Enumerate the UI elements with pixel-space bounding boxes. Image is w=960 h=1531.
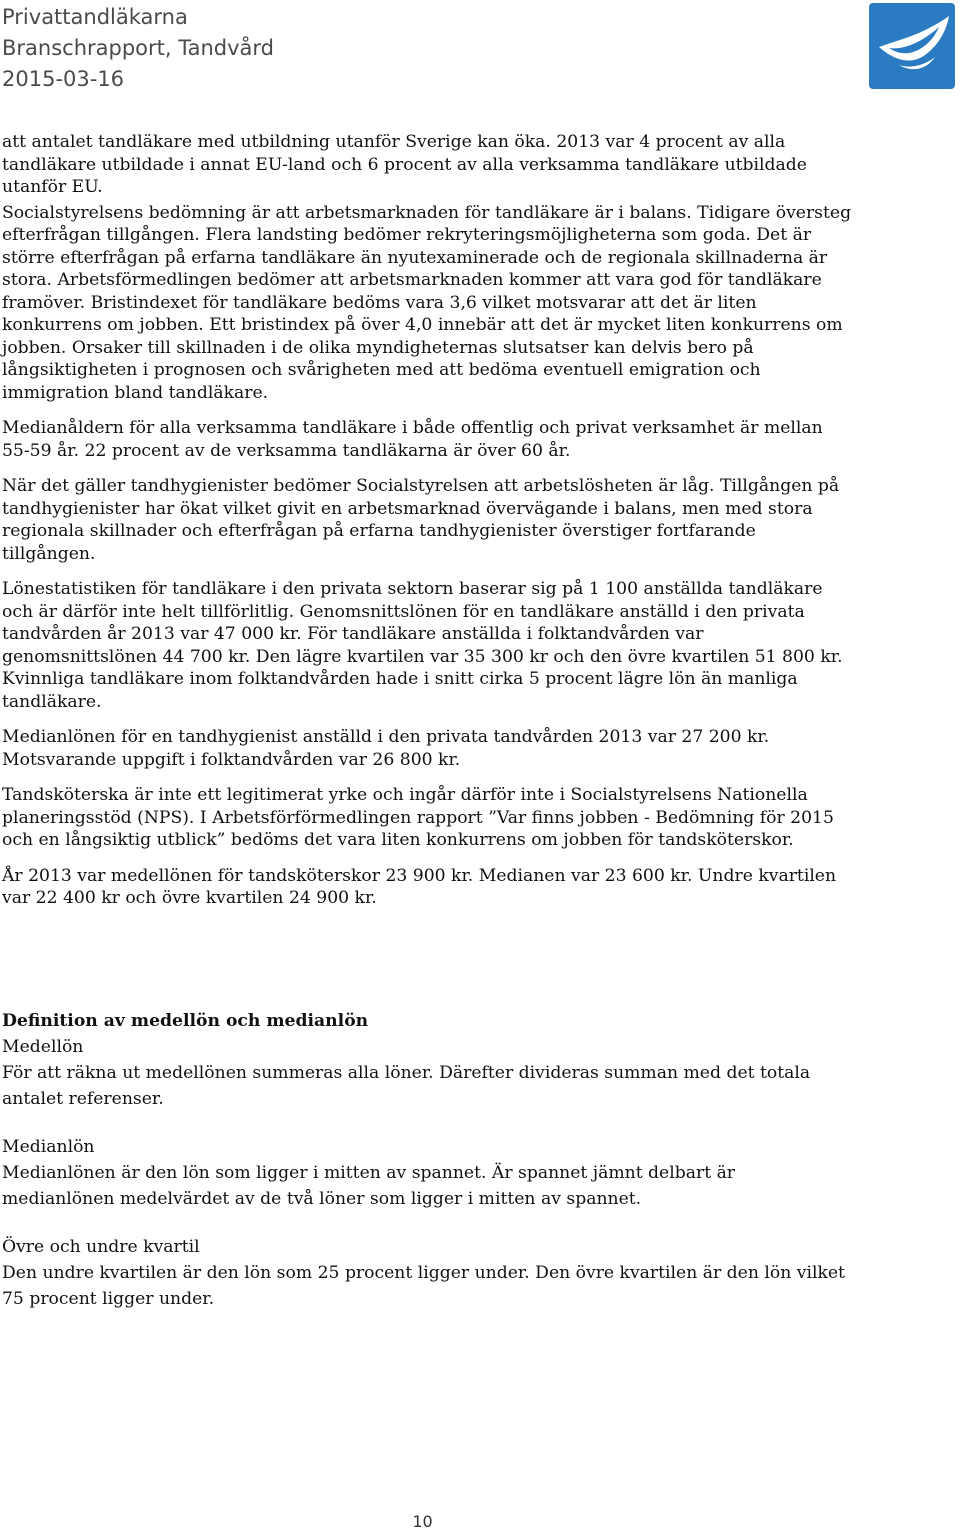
definition-mean-block (2, 1008, 852, 1112)
paragraph-dental-nurses: Tandsköterska är inte ett legitimerat yrke och ingår därför inte i Socialstyrelsens Nationella planeringsstöd (NPS). I Arbetsförförmedlingen rapport ”Var finns jobben - Bedömning för 2015 och en långsiktig utblick” bedöms det vara liten konkurrens om jobben för tandsköterskor. (2, 785, 834, 850)
median-heading: Medianlön (2, 1137, 95, 1157)
paragraph-dentist-salaries: Lönestatistiken för tandläkare i den privata sektorn baserar sig på 1 100 anställda tandläkare och är därför inte helt tillförlitlig. Genomsnittslönen för en tandläkare anställd i den privata tandvården år 2013 var 47 000 kr. För tandläkare anställda i folktandvården var genomsnittslönen 44 700 kr. Den lägre kvartilen var 35 300 kr och den övre kvartilen 51 800 kr. Kvinnliga tandläkare inom folktandvården hade i snitt cirka 5 procent lägre lön än manliga tandläkare. (2, 579, 843, 712)
quartile-heading: Övre och undre kvartil (2, 1237, 200, 1257)
paragraph-labor-market-dentists: Socialstyrelsens bedömning är att arbetsmarknaden för tandläkare är i balans. Tidigare översteg efterfrågan tillgången. Flera landsting bedömer rekryteringsmöjligheterna som goda. Det är större efterfrågan på erfarna tandläkare än nyutexaminerade och de regionala skillnaderna är stora. Arbetsförmedlingen bedömer att arbetsmarknaden kommer att vara god för tandläkare framöver. Bristindexet för tandläkare bedöms vara 3,6 vilket motsvarar att det är liten konkurrens om jobben. Ett bristindex på över 4,0 innebär att det är mycket liten konkurrens om jobben. Orsaker till skillnaden i de olika myndigheternas slutsatser kan delvis bero på långsiktigheten i prognosen och svårigheten med att bedöma eventuell emigration och immigration bland tandläkare. (2, 202, 852, 403)
header-organization: Privattandläkarna (2, 5, 188, 29)
definition-median-block (2, 1134, 852, 1212)
mean-heading: Medellön (2, 1037, 84, 1057)
page-header (2, 2, 274, 95)
report-body (2, 131, 852, 923)
mean-text: För att räkna ut medellönen summeras alla löner. Därefter divideras summan med det totala antalet referenser. (2, 1063, 811, 1109)
header-date: 2015-03-16 (2, 67, 125, 91)
paragraph-foreign-education: att antalet tandläkare med utbildning utanför Sverige kan öka. 2013 var 4 procent av alla tandläkare utbildade i annat EU-land och 6 procent av alla verksamma tandläkare utbildade utanför EU. (2, 132, 807, 197)
paragraph-dental-nurse-salaries: År 2013 var medellönen för tandsköterskor 23 900 kr. Medianen var 23 600 kr. Undre kvartilen var 22 400 kr och övre kvartilen 24 900 kr. (2, 865, 837, 908)
quartile-text: Den undre kvartilen är den lön som 25 procent ligger under. Den övre kvartilen är den lön vilket 75 procent ligger under. (2, 1263, 845, 1309)
paragraph-median-age: Medianåldern för alla verksamma tandläkare i både offentlig och privat verksamhet är mellan 55-59 år. 22 procent av de verksamma tandläkarna är över 60 år. (2, 418, 823, 461)
paragraph-hygienist-salaries: Medianlönen för en tandhygienist anställd i den privata tandvården 2013 var 27 200 kr. Motsvarande uppgift i folktandvården var 26 800 kr. (2, 727, 770, 770)
definitions-title: Definition av medellön och medianlön (2, 1011, 369, 1031)
smile-logo-icon (869, 3, 955, 89)
definition-quartile-block (2, 1234, 852, 1312)
median-text: Medianlönen är den lön som ligger i mitten av spannet. Är spannet jämnt delbart är medianlönen medelvärdet av de två löner som ligger i mitten av spannet. (2, 1163, 736, 1209)
page-number: 10 (412, 1512, 433, 1531)
header-report-title: Branschrapport, Tandvård (2, 36, 274, 60)
paragraph-dental-hygienists: När det gäller tandhygienister bedömer Socialstyrelsen att arbetslösheten är låg. Tillgången på tandhygienister har ökat vilket givit en arbetsmarknad övervägande i balans, men med stora regionala skillnader och efterfrågan på erfarna tandhygienister överstiger fortfarande tillgången. (2, 476, 840, 564)
definitions-section (2, 1008, 852, 1334)
